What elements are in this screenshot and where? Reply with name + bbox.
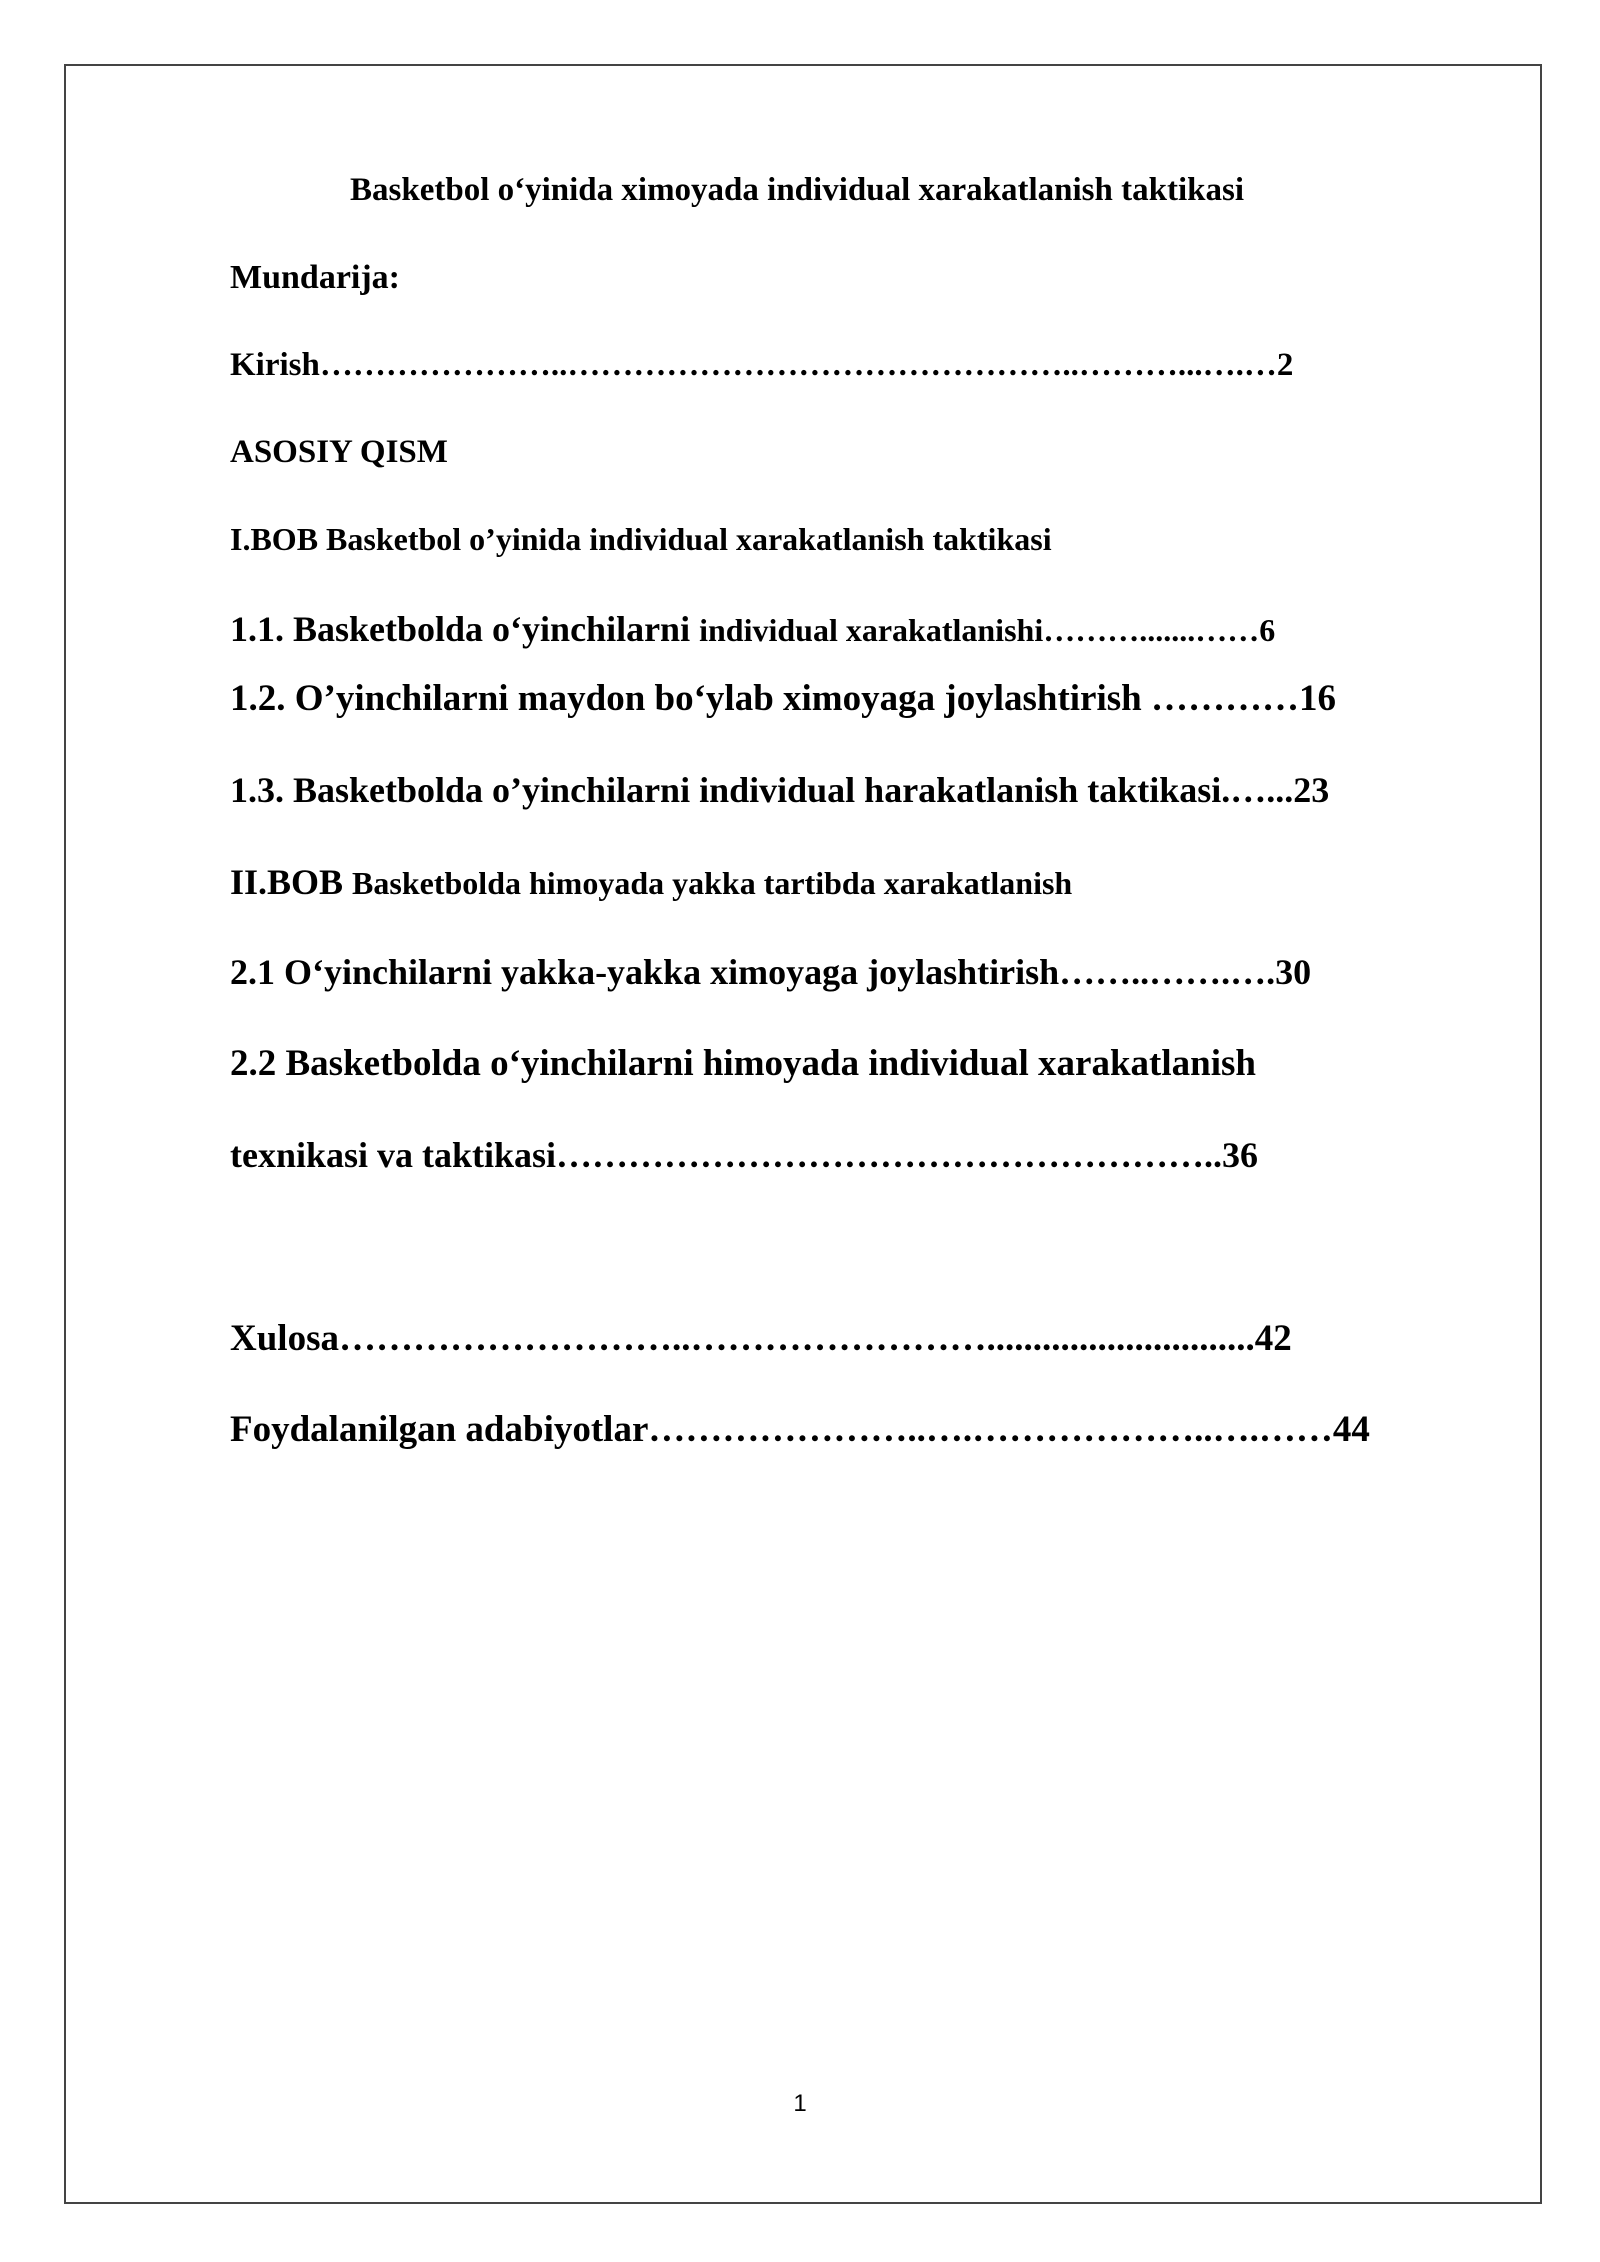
toc-chapter-2 [230, 864, 1470, 900]
page-number: 1 [793, 2090, 807, 2117]
toc-chapter-2-num: II.BOB [230, 862, 353, 902]
document-title: Basketbol o‘yinida ximoyada individual xarakatlanish taktikasi [350, 172, 1244, 208]
toc-section-main: ASOSIY QISM [230, 434, 448, 470]
toc-entry-conclusion: Xulosa………………………..…………………….............................42 [230, 1318, 1292, 1359]
toc-entry-kirish: Kirish…………………..………………………………………..………...….…2 [230, 347, 1294, 383]
toc-entry-1-1 [230, 611, 1470, 648]
page-border [64, 64, 1542, 2204]
toc-entry-2-2-line1: 2.2 Basketbolda o‘yinchilarni himoyada individual xarakatlanish [230, 1043, 1256, 1084]
toc-entry-1-1-title: 1.1. Basketbolda o‘yinchilarni [230, 609, 700, 649]
toc-entry-2-2-line2: texnikasi va taktikasi………………………………………………..36 [230, 1135, 1259, 1175]
toc-entry-references: Foydalanilgan adabiyotlar…………………..….………………..….……44 [230, 1409, 1370, 1450]
toc-entry-1-3: 1.3. Basketbolda o’yinchilarni individual harakatlanish taktikasi.…...23 [230, 770, 1330, 810]
toc-entry-1-1-rest: individual xarakatlanishi……….......……6 [699, 612, 1276, 648]
toc-chapter-2-title: Basketbolda himoyada yakka tartibda xarakatlanish [352, 865, 1073, 901]
contents-heading: Mundarija: [230, 259, 400, 296]
toc-entry-2-1: 2.1 O‘yinchilarni yakka-yakka ximoyaga joylashtirish……..…….….30 [230, 952, 1312, 992]
toc-entry-1-2: 1.2. O’yinchilarni maydon bo‘ylab ximoyaga joylashtirish …………16 [230, 678, 1336, 719]
toc-chapter-1: I.BOB Basketbol o’yinida individual xarakatlanish taktikasi [230, 521, 1052, 557]
